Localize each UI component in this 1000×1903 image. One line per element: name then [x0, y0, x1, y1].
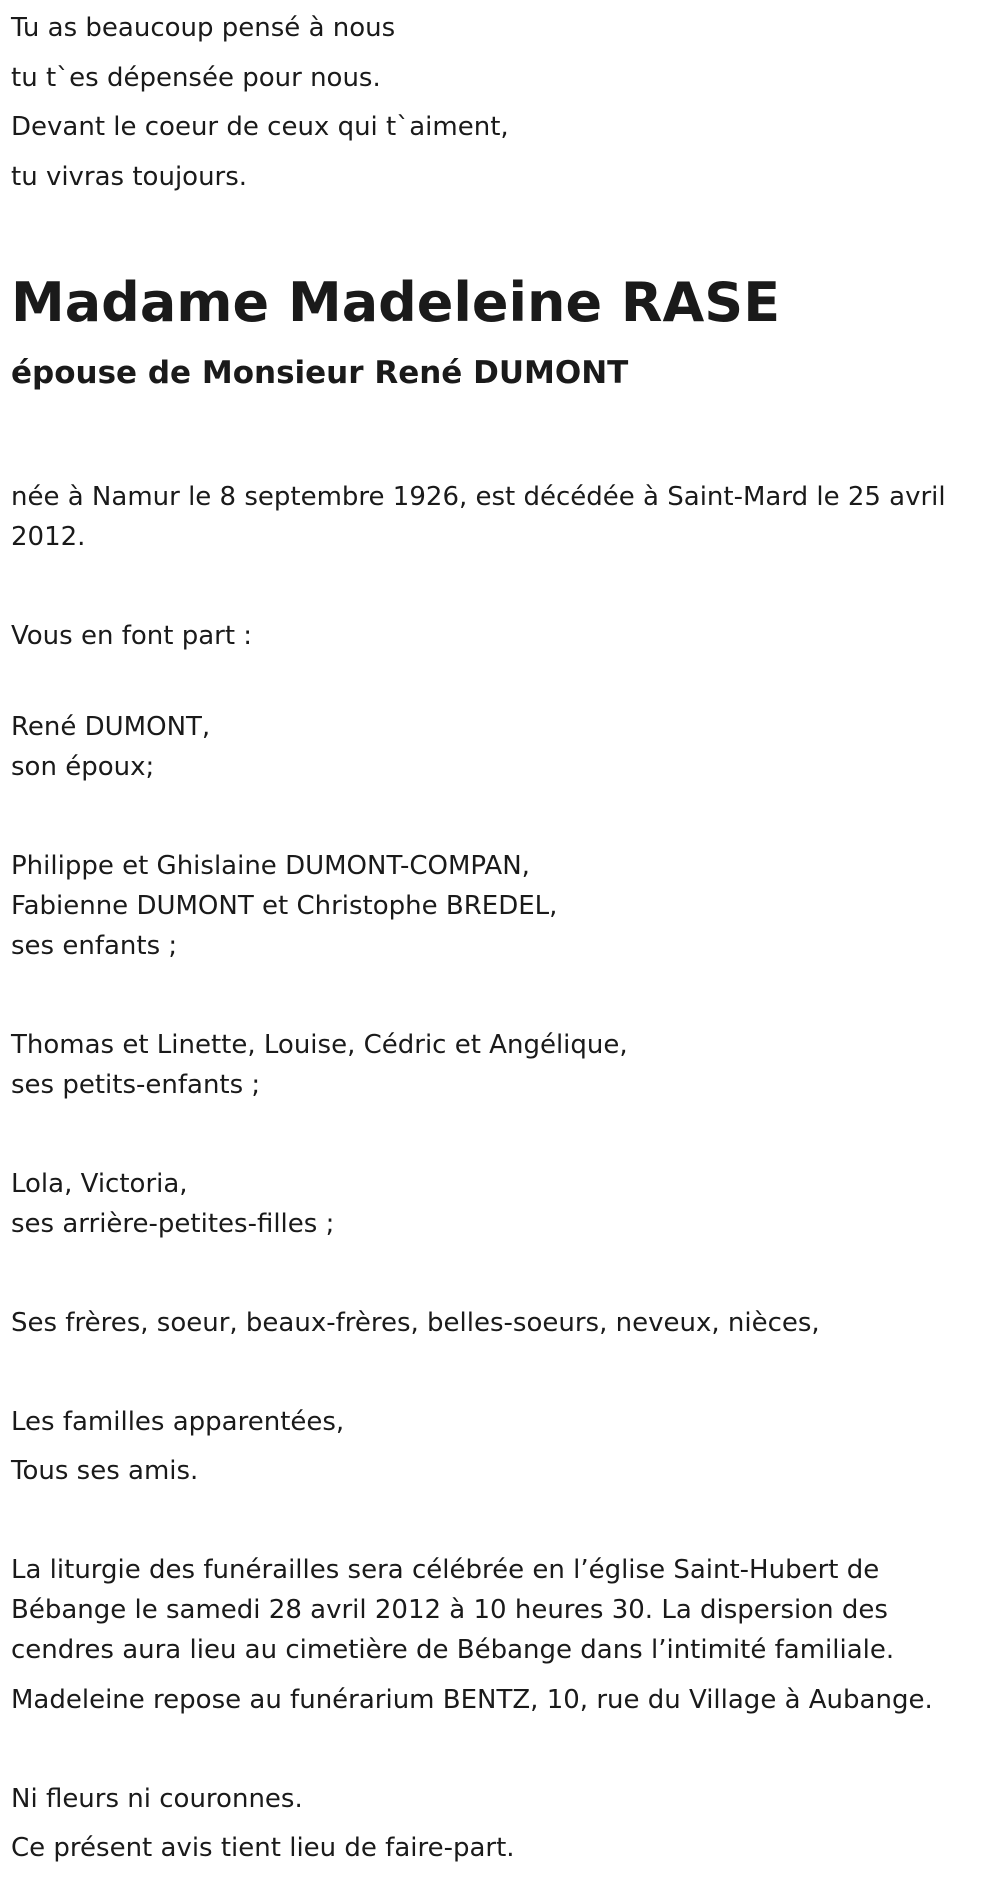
families-text: Les familles apparentées,: [11, 1407, 345, 1437]
child-name: Philippe et Ghislaine DUMONT-COMPAN,: [11, 851, 530, 881]
spouse-relation: son époux;: [11, 752, 155, 782]
siblings-text: Ses frères, soeur, beaux-frères, belles-soeurs, neveux, nièces,: [11, 1308, 820, 1338]
great-grandchildren-block: [11, 1164, 986, 1244]
poem-line: Tu as beaucoup pensé à nous: [11, 13, 396, 43]
poem: [11, 0, 986, 202]
birth-death-text: née à Namur le 8 septembre 1926, est décédée à Saint-Mard le 25 avril 2012.: [11, 482, 946, 552]
families-block: [11, 1402, 986, 1491]
flowers-text: Ni fleurs ni couronnes.: [11, 1784, 303, 1814]
obituary-notice: [11, 0, 986, 1868]
spouse-subtitle: épouse de Monsieur René DUMONT: [11, 355, 629, 391]
grandchildren-relation: ses petits-enfants ;: [11, 1070, 261, 1100]
spouse-name: René DUMONT,: [11, 712, 211, 742]
great-grandchildren-relation: ses arrière-petites-filles ;: [11, 1209, 335, 1239]
spouse-block: [11, 707, 986, 787]
child-name: Fabienne DUMONT et Christophe BREDEL,: [11, 891, 558, 921]
closing-block: [11, 1779, 986, 1868]
children-block: [11, 846, 986, 966]
grandchildren-block: [11, 1025, 986, 1105]
grandchildren-names: Thomas et Linette, Louise, Cédric et Angélique,: [11, 1030, 628, 1060]
liturgy-text: La liturgie des funérailles sera célébrée en l’église Saint-Hubert de Bébange le samedi 28 avril 2012 à 10 heures 30. La dispersion des cendres aura lieu au cimetière de Bébange dans l’intimité familiale.: [11, 1555, 895, 1665]
announcement-text: Vous en font part :: [11, 621, 253, 651]
poem-line: tu t`es dépensée pour nous.: [11, 62, 381, 93]
poem-line: Devant le coeur de ceux qui t`aiment,: [11, 112, 509, 142]
repose-text: Madeleine repose au funérarium BENTZ, 10, rue du Village à Aubange.: [11, 1685, 933, 1715]
deceased-name: Madame Madeleine RASE: [11, 271, 781, 334]
poem-line: tu vivras toujours.: [11, 161, 248, 192]
friends-text: Tous ses amis.: [11, 1456, 199, 1486]
notice-text: Ce présent avis tient lieu de faire-part.: [11, 1833, 515, 1863]
great-grandchildren-names: Lola, Victoria,: [11, 1169, 188, 1199]
children-relation: ses enfants ;: [11, 931, 178, 961]
